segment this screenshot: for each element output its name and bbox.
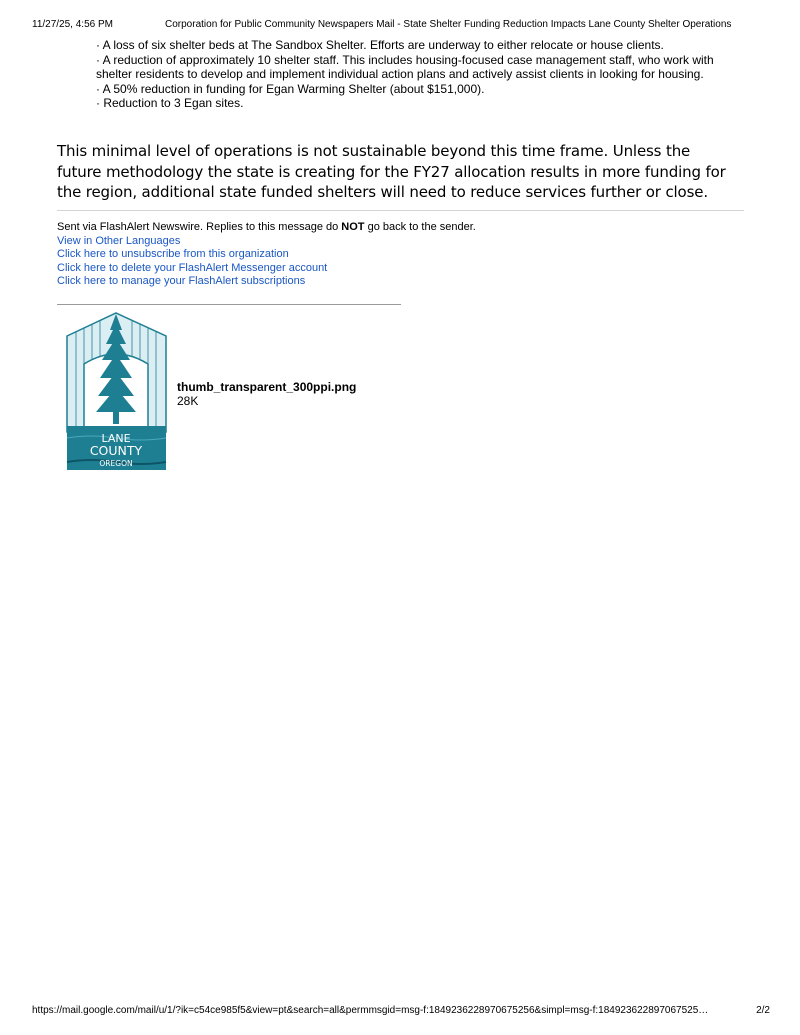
attachment-meta — [177, 380, 356, 408]
divider — [57, 210, 744, 211]
sent-via-notice — [57, 221, 476, 235]
print-subject: Corporation for Public Community Newspapers Mail - State Shelter Funding Reduction Impacts Lane County Shelter Operations — [165, 19, 732, 30]
sent-via-not: NOT — [341, 221, 365, 233]
logo-text-county: COUNTY — [89, 443, 143, 458]
attachment-size: 28K — [177, 394, 199, 408]
logo-text-oregon: OREGON — [99, 459, 133, 468]
delete-account-link[interactable]: Click here to delete your FlashAlert Messenger account — [57, 261, 328, 274]
newswire-footer — [57, 221, 476, 289]
unsubscribe-link[interactable]: Click here to unsubscribe from this organization — [57, 248, 289, 260]
closing-paragraph: This minimal level of operations is not sustainable beyond this time frame. Unless the future methodology the state is creating for the FY27 allocation results in more funding for the region, additional state funded shelters will need to reduce services further or close. — [57, 142, 726, 201]
attachment-filename[interactable]: thumb_transparent_300ppi.png — [177, 380, 357, 394]
page-number: 2/2 — [756, 1005, 770, 1016]
lane-county-logo[interactable] — [66, 312, 167, 471]
attachment-divider — [57, 304, 401, 305]
sent-via-text: Sent via FlashAlert Newswire. Replies to this message do — [57, 221, 342, 233]
bullet-item: · A loss of six shelter beds at The Sandbox Shelter. Efforts are underway to either relocate or house clients. — [96, 38, 664, 52]
sent-via-text-end: go back to the sender. — [364, 221, 476, 233]
bullet-item: · A 50% reduction in funding for Egan Warming Shelter (about $151,000). — [96, 81, 485, 96]
print-url: https://mail.google.com/mail/u/1/?ik=c54ce985f5&view=pt&search=all&permmsgid=msg-f:1849236228970675256&simpl=msg-f:184923622897067525… — [32, 1005, 709, 1016]
view-other-languages-link[interactable]: View in Other Languages — [57, 234, 181, 247]
bullet-item: · Reduction to 3 Egan sites. — [96, 96, 244, 110]
bullet-list — [96, 38, 736, 111]
logo-text-lane: LANE — [101, 432, 131, 445]
manage-subscriptions-link[interactable]: Click here to manage your FlashAlert subscriptions — [57, 275, 306, 287]
print-datetime: 11/27/25, 4:56 PM — [32, 19, 113, 30]
bullet-item: · A reduction of approximately 10 shelter staff. This includes housing-focused case management staff, who work with shelter residents to develop and implement individual action plans and actively assist clients in looking for housing. — [96, 52, 714, 81]
